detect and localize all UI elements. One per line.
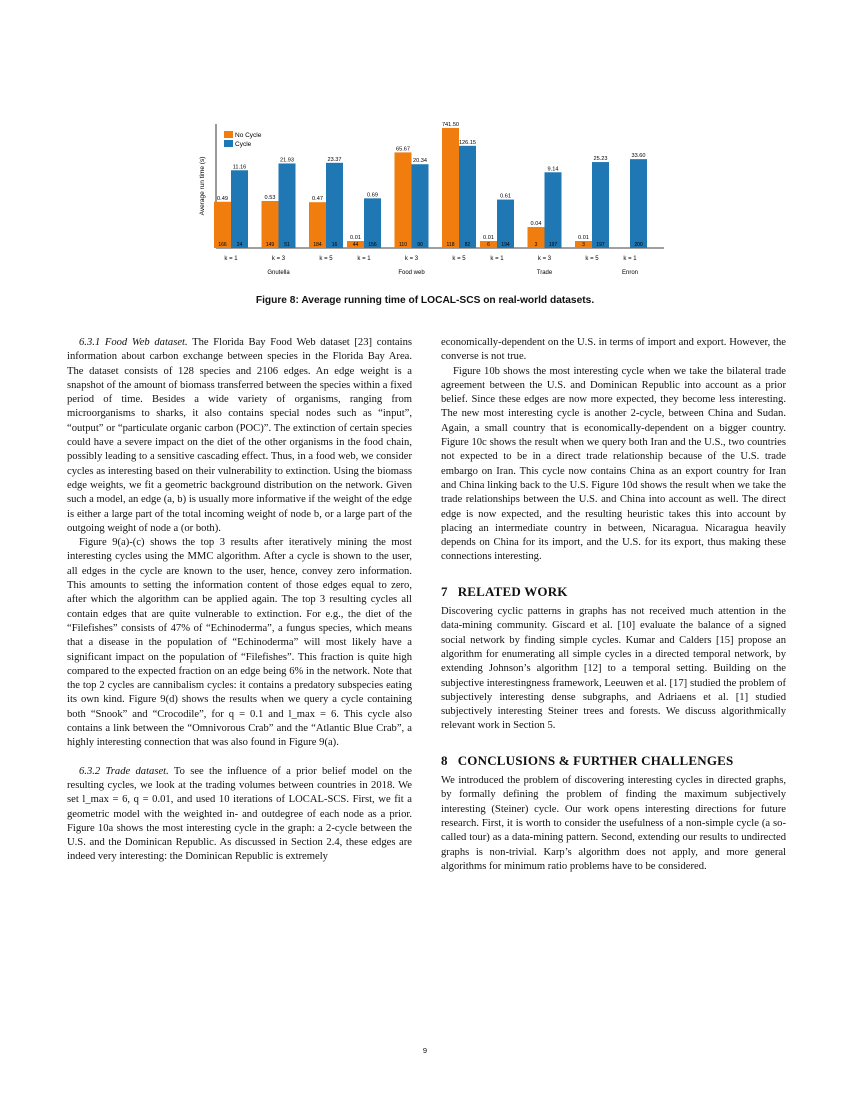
value-label-cycle: 11.16 bbox=[232, 164, 247, 171]
x-tick-label: k = 1 bbox=[623, 256, 637, 262]
value-label-cycle: 0.69 bbox=[367, 192, 378, 199]
x-tick-label: k = 3 bbox=[271, 256, 286, 262]
x-tick-label: k = 3 bbox=[537, 256, 552, 262]
bar-no-cycle bbox=[262, 201, 279, 248]
x-tick-label: k = 5 bbox=[585, 256, 599, 262]
trade-paragraph-2: Figure 10b shows the most interesting cycle when we take the bilateral trade agreement between the U.S. and Dominican Republic into account as a prior belief. Since these edges are now more expected, they become less interesting. The new most interesting cycle is another 2-cycle, between China and Sudan. Again, a small country that is economically-dependent on a bigger country. Figure 10c shows the result when we query both Iran and the U.S., two countries not expected to be in a direct trade relationship because of the U.S. trade embargo on Iran. This cycle now contains China as an export country for Iran and China linking back to the U.S. Figure 10d shows the result when we take the trade relationships between the U.S. and China into account as well. The direct edge is now expected, and the resulting heuristic takes this into account by placing an intermediate country in between, Nicaragua. Nicaragua heavily depends on China for its import, and the U.S. for its export, thus making these connections interesting. bbox=[441, 365, 786, 563]
bar-cycle bbox=[459, 146, 476, 248]
trade-paragraph-1: 6.3.2 Trade dataset. To see the influence of a prior belief model on the resulting cycles, we look at the trading volumes between countries in 2018. We set l_max = 6, q = 0.01, and used 10 iterations of LOCAL-SCS. First, we fit a geometric model with the weighted in- and outdegree of each node as a prior. Figure 10a shows the most interesting cycle in the graph: a 2-cycle between the U.S. and the Dominican Republic. As discussed in Section 2.4, these edges are indeed very interesting: the Dominican Republic is extremely bbox=[67, 765, 412, 863]
count-label-no-cycle: 3 bbox=[534, 242, 538, 248]
legend-swatch-cycle bbox=[224, 140, 233, 147]
count-label-cycle: 16 bbox=[331, 242, 338, 248]
group-label: Gnutella bbox=[267, 270, 290, 276]
count-label-no-cycle: 44 bbox=[352, 242, 359, 248]
count-label-cycle: 90 bbox=[417, 242, 423, 248]
value-label-cycle: 21.93 bbox=[280, 157, 294, 164]
figure-caption: Figure 8: Average running time of LOCAL-SCS on real-world datasets. bbox=[255, 295, 595, 306]
bar-cycle bbox=[326, 163, 343, 248]
bar-cycle bbox=[630, 159, 647, 248]
value-label-no-cycle: 0.47 bbox=[312, 196, 323, 203]
food-web-paragraph-1: 6.3.1 Food Web dataset. The Florida Bay Food Web dataset [23] contains information about carbon exchange between species in the Florida Bay Area. The dataset consists of 128 species and 2106 edges. An edge weight is a snapshot of the amount of biomass transferred between the species within a fixed period of time. Besides a wide variety of organisms, ranging from microorganisms to sharks, it also contains special nodes such as “input”, “output” or “particulate organic carbon (POC)”. The extinction of certain species could have a severe impact on the diet of the other organisms in the food chain, possibly leading to a sensitive cascading effect. Thus, in a food web, we consider cycles as interesting based on their vulnerability to extinction. Using the biomass edge weights, we fit a geometric background distribution on the network. Given such a model, an edge (a, b) is usually more informative if the weight of the edge is either a large part of the total incoming weight of node b, or a large part of the outgoing weight of node a (or both). bbox=[67, 337, 412, 534]
count-label-no-cycle: 184 bbox=[313, 242, 322, 248]
x-tick-label: k = 1 bbox=[490, 256, 504, 262]
group-label: Trade bbox=[536, 270, 553, 276]
value-label-no-cycle: 0.04 bbox=[530, 221, 542, 228]
count-label-no-cycle: 118 bbox=[446, 242, 455, 248]
value-label-cycle: 23.37 bbox=[327, 156, 342, 163]
value-label-cycle: 20.34 bbox=[413, 158, 427, 165]
page-number: 9 bbox=[422, 1046, 428, 1055]
group-label: Enron bbox=[621, 270, 639, 276]
value-label-no-cycle: 0.49 bbox=[217, 195, 228, 202]
run-time-bar-chart bbox=[196, 118, 666, 288]
group-label: Food web bbox=[398, 270, 425, 276]
food-web-paragraph-2: Figure 9(a)-(c) shows the top 3 results after iteratively mining the most interesting cycles using the MMC algorithm. After a cycle is shown to the user, all edges in the cycle are known to the user, hence, convey zero information. This amounts to setting the information content of those edges equal to zero, after which the algorithm can be applied again. The top 3 resulting cycles all contain edges that are quite vulnerable to extinction. For e.g., the diet of the “Filefishes” consists of 47% of “Echinoderma”, a fungus species, which means that a disease in the population of “Echinoderma” will most likely have a significant impact on the population of “Filefishes”. This fraction is quite high compared to the expected fraction on an edge being 6% in the network. Note that the top 2 cycles are cannibalism cycles: it contains a predatory subspecies eating its own kind. Figure 9(d) shows the results when we query a cycle containing both “Snook” and “Crocodile”, for q = 0.1 and l_max = 6. This cycle also contains a link between the “Omnivorous Crab” and the “Atlantic Blue Crab”, a highly interesting connection that was also found in Figure 9(a). bbox=[67, 537, 412, 749]
value-label-cycle: 0.61 bbox=[500, 193, 511, 200]
bar-cycle bbox=[592, 162, 609, 248]
value-label-cycle: 126.15 bbox=[458, 139, 477, 146]
x-tick-label: k = 1 bbox=[224, 256, 238, 262]
bar-cycle bbox=[545, 172, 562, 248]
food-web-subsection-heading: 6.3.1 Food Web dataset. bbox=[79, 337, 188, 348]
value-label-no-cycle: 0.01 bbox=[578, 235, 589, 242]
legend-swatch-no-cycle bbox=[224, 131, 233, 138]
count-label-cycle: 200 bbox=[634, 242, 643, 248]
legend-label-cycle: Cycle bbox=[235, 141, 252, 148]
legend-label-no-cycle: No Cycle bbox=[235, 132, 262, 139]
bar-cycle bbox=[231, 170, 248, 248]
value-label-cycle: 25.23 bbox=[593, 156, 608, 163]
bar-cycle bbox=[279, 163, 296, 248]
count-label-no-cycle: 3 bbox=[582, 242, 585, 248]
value-label-no-cycle: 0.01 bbox=[350, 235, 361, 242]
value-label-no-cycle: 741.50 bbox=[441, 121, 460, 128]
value-label-cycle: 9.14 bbox=[547, 166, 559, 173]
value-label-no-cycle: 0.53 bbox=[264, 194, 276, 201]
related-work-paragraph: Discovering cyclic patterns in graphs has not received much attention in the data-mining community. Giscard et al. [10] evaluate the balance of a signed social network by finding simple cycles. Kumar and Calders [15] propose an algorithm for enumerating all simple cycles in a directed temporal network, by extending Johnson’s algorithm [12] to a temporal setting. Building on the subjective interestingness framework, Leeuwen et al. [17] studied the problem of subjectively interesting dense subgraphs, and Adriaens et al. [1] studied subjectively interesting Steiner trees and forests. We discuss algorithmically relevant work in Section 5. bbox=[441, 606, 786, 732]
bar-no-cycle bbox=[442, 128, 459, 248]
count-label-cycle: 194 bbox=[501, 242, 510, 248]
bar-cycle bbox=[412, 164, 429, 248]
count-label-cycle: 197 bbox=[596, 242, 605, 248]
conclusions-paragraph: We introduced the problem of discovering interesting cycles in directed graphs, by formally defining the problem of finding the maximum subjectively interesting (Steiner) cycle. Our work opens interesting directions for future research. First, it is worth to consider the usefulness of a non-simple cycle (a so-called tour) as a data-mining pattern. Second, extending our results to undirected graphs is non-trivial. Karp’s algorithm does not apply, and more general algorithms for minimum ratio problems have to be considered. bbox=[441, 775, 786, 872]
trade-subsection-heading: 6.3.2 Trade dataset. bbox=[79, 765, 169, 777]
trade-paragraph-continued: economically-dependent on the U.S. in terms of import and export. However, the converse is not true. bbox=[441, 337, 786, 363]
count-label-cycle: 24 bbox=[236, 242, 243, 248]
bar-cycle bbox=[497, 200, 514, 248]
count-label-cycle: 82 bbox=[464, 242, 471, 248]
value-label-no-cycle: 65.67 bbox=[396, 146, 410, 153]
count-label-no-cycle: 149 bbox=[265, 242, 275, 248]
count-label-cycle: 197 bbox=[548, 242, 558, 248]
count-label-cycle: 51 bbox=[284, 242, 290, 248]
x-tick-label: k = 1 bbox=[357, 256, 371, 262]
x-tick-label: k = 5 bbox=[319, 256, 333, 262]
count-label-no-cycle: 6 bbox=[487, 242, 490, 248]
value-label-cycle: 33.60 bbox=[631, 153, 646, 160]
related-work-heading: 7 RELATED WORK bbox=[441, 583, 568, 599]
conclusions-heading: 8 CONCLUSIONS & FURTHER CHALLENGES bbox=[441, 752, 734, 768]
value-label-no-cycle: 0.01 bbox=[483, 235, 494, 242]
bar-cycle bbox=[364, 198, 381, 248]
count-label-no-cycle: 110 bbox=[399, 242, 407, 248]
x-tick-label: k = 3 bbox=[404, 256, 419, 262]
right-column bbox=[441, 336, 786, 874]
count-label-cycle: 156 bbox=[368, 242, 377, 248]
x-tick-label: k = 5 bbox=[452, 256, 466, 262]
left-column bbox=[67, 336, 412, 865]
count-label-no-cycle: 166 bbox=[218, 242, 227, 248]
y-axis-label: Average run time (s) bbox=[199, 156, 206, 216]
bar-no-cycle bbox=[395, 152, 412, 248]
